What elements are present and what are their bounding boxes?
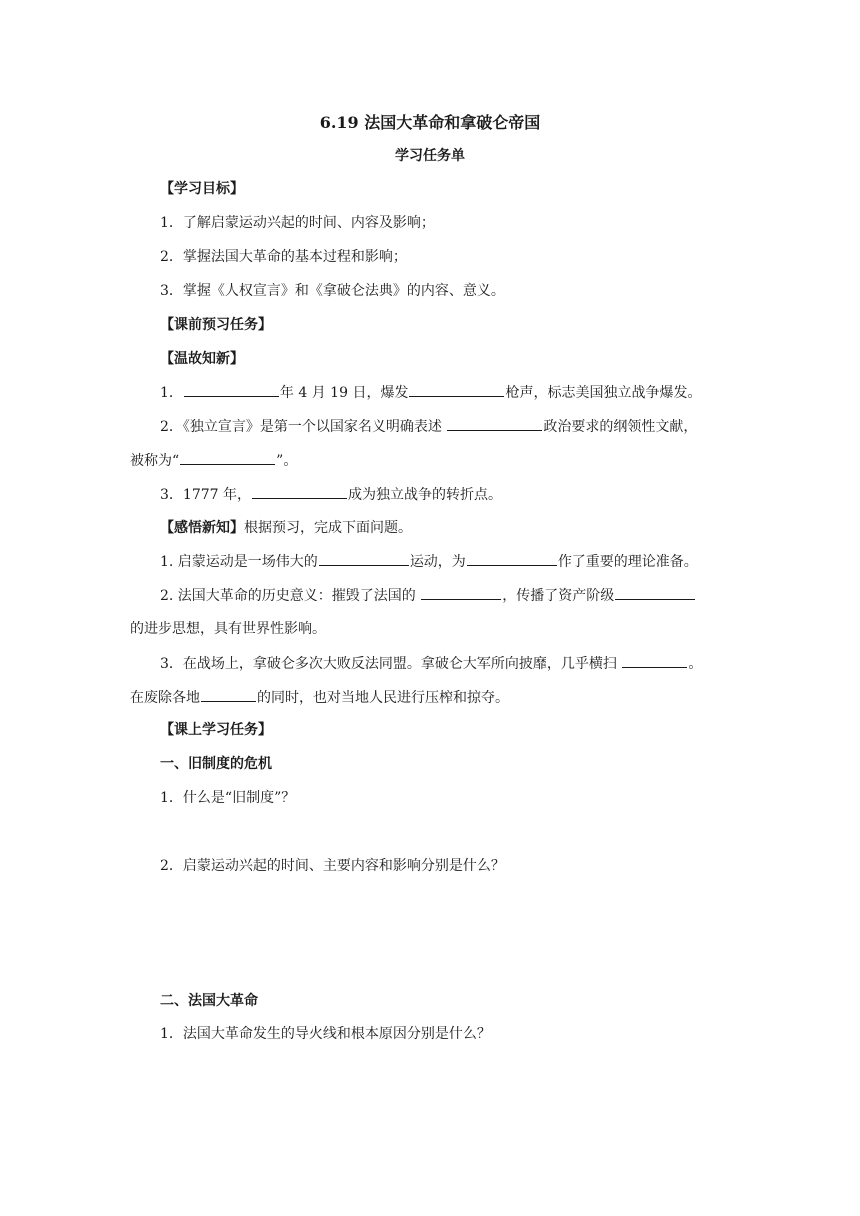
new-q3-part-c: 在废除各地: [130, 690, 200, 706]
review-q2-part-b: 政治要求的纲领性文献，: [543, 419, 698, 435]
section-1-answer-area-2[interactable]: [130, 880, 730, 980]
new-q2-part-b: ，传播了资产阶级: [502, 588, 615, 604]
new-question-3-continued: [130, 687, 509, 708]
section-1-question-2: 2．启蒙运动兴起的时间、主要内容和影响分别是什么？: [160, 858, 505, 874]
new-q3-part-b: 。: [688, 656, 703, 672]
goals-heading: 【学习目标】: [160, 181, 244, 197]
new-q3-blank-2[interactable]: [201, 687, 256, 702]
new-question-3: [160, 653, 702, 674]
section-1-title: 一、旧制度的危机: [160, 756, 272, 772]
review-question-1: [160, 382, 701, 403]
new-q2-part-a: 2. 法国大革命的历史意义：摧毁了法国的: [160, 588, 421, 604]
new-question-1: [160, 551, 698, 572]
document-title: 6.19 法国大革命和拿破仑帝国: [319, 113, 541, 132]
inclass-heading: 【课上学习任务】: [160, 722, 272, 738]
new-q2-blank-2[interactable]: [615, 585, 695, 600]
review-q2-part-a: 2．《独立宣言》是第一个以国家名义明确表述: [160, 419, 447, 435]
goal-item-2: 2．掌握法国大革命的基本过程和影响；: [160, 249, 407, 265]
new-q1-part-a: 1. 启蒙运动是一场伟大的: [160, 554, 318, 570]
preview-heading: 【课前预习任务】: [160, 317, 272, 333]
review-q1-blank-2[interactable]: [409, 382, 504, 397]
new-question-2: [160, 585, 696, 606]
new-q3-part-d: 的同时，也对当地人民进行压榨和掠夺。: [257, 690, 509, 706]
goal-item-1: 1．了解启蒙运动兴起的时间、内容及影响；: [160, 215, 435, 231]
new-q3-blank-1[interactable]: [622, 653, 687, 668]
new-q3-part-a: 3．在战场上，拿破仑多次大败反法同盟。拿破仑大军所向披靡，几乎横扫: [160, 656, 622, 672]
new-question-2-continued: 的进步思想，具有世界性影响。: [130, 621, 326, 637]
review-heading: 【温故知新】: [160, 351, 244, 367]
review-question-2: [160, 416, 697, 437]
section-2-title: 二、法国大革命: [160, 993, 258, 1009]
section-1-answer-area-1[interactable]: [130, 812, 730, 852]
new-knowledge-line: [160, 518, 412, 538]
new-q1-blank-2[interactable]: [467, 551, 557, 566]
review-q1-blank-1[interactable]: [184, 382, 279, 397]
review-question-3: [160, 484, 502, 505]
section-2-question-1: 1．法国大革命发生的导火线和根本原因分别是什么？: [160, 1026, 491, 1042]
review-q2-blank-1[interactable]: [447, 416, 542, 431]
section-2-answer-area-1[interactable]: [130, 1050, 730, 1190]
review-question-2-continued: [130, 450, 297, 471]
new-knowledge-intro: 根据预习，完成下面问题。: [244, 520, 412, 536]
review-q1-part-a: 1．: [160, 385, 183, 401]
new-q2-blank-1[interactable]: [421, 585, 501, 600]
new-q1-part-b: 运动，为: [409, 554, 466, 570]
goal-item-3: 3．掌握《人权宣言》和《拿破仑法典》的内容、意义。: [160, 283, 505, 299]
review-q3-blank-1[interactable]: [252, 484, 347, 499]
section-1-question-1: 1．什么是“旧制度”？: [160, 790, 296, 806]
new-q1-part-c: 作了重要的理论准备。: [557, 554, 698, 570]
new-knowledge-heading: 【感悟新知】: [160, 520, 244, 536]
document-subtitle: 学习任务单: [395, 148, 465, 164]
review-q3-part-b: 成为独立战争的转折点。: [348, 487, 502, 503]
new-q1-blank-1[interactable]: [319, 551, 409, 566]
review-q3-part-a: 3．1777 年，: [160, 487, 251, 503]
review-q1-part-c: 枪声，标志美国独立战争爆发。: [505, 385, 702, 401]
review-q2-part-c: 被称为“: [130, 453, 180, 469]
review-q2-part-d: ”。: [276, 453, 298, 469]
review-q2-blank-2[interactable]: [180, 450, 275, 465]
review-q1-part-b: 年 4 月 19 日，爆发: [279, 385, 409, 401]
